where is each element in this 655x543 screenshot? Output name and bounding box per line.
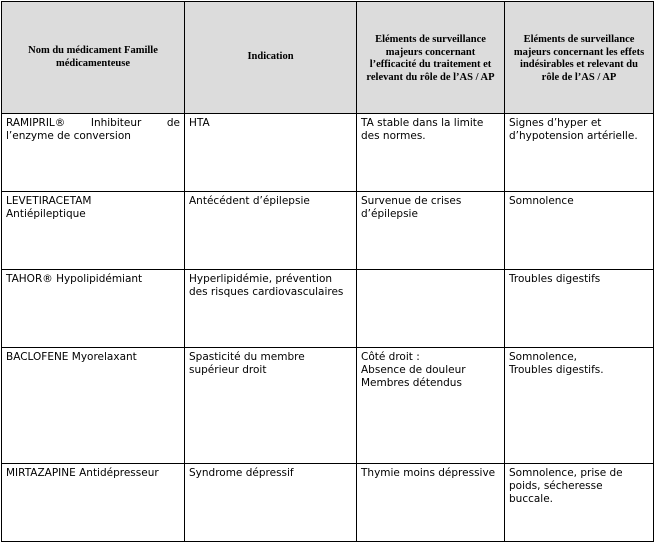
table-header-row — [2, 2, 654, 114]
header-efficacy-monitoring: Eléments de surveillance majeurs concernant l’efficacité du traitement et relevant du rôle de l’AS / AP — [357, 2, 505, 114]
medication-name-cell — [2, 348, 185, 464]
side-effects-line: Somnolence, — [509, 351, 577, 363]
side-effects-cell: Troubles digestifs — [505, 270, 654, 348]
side-effects-cell: Signes d’hyper et d’hypotension artérielle. — [505, 114, 654, 192]
side-effects-line: Troubles digestifs. — [509, 364, 604, 376]
table-row — [2, 348, 654, 464]
efficacy-cell — [357, 270, 505, 348]
efficacy-line: Côté droit : — [361, 351, 420, 363]
indication-cell: HTA — [185, 114, 357, 192]
medication-name-line: TAHOR® Hypolipidémiant — [6, 273, 143, 285]
table-row — [2, 270, 654, 348]
efficacy-cell — [357, 348, 505, 464]
medication-name-line: BACLOFENE Myorelaxant — [6, 351, 137, 363]
header-side-effects-monitoring: Eléments de surveillance majeurs concernant les effets indésirables et relevant du rôle de l’AS / AP — [505, 2, 654, 114]
indication-cell: Antécédent d’épilepsie — [185, 192, 357, 270]
indication-cell: Hyperlipidémie, prévention des risques cardiovasculaires — [185, 270, 357, 348]
table-row — [2, 464, 654, 542]
side-effects-cell — [505, 348, 654, 464]
efficacy-cell: Survenue de crises d’épilepsie — [357, 192, 505, 270]
efficacy-line: Membres détendus — [361, 377, 462, 389]
medication-name-cell — [2, 464, 185, 542]
indication-cell: Spasticité du membre supérieur droit — [185, 348, 357, 464]
table-row — [2, 192, 654, 270]
medication-name-line: RAMIPRIL® Inhibiteur de — [6, 117, 180, 129]
table-row — [2, 114, 654, 192]
efficacy-cell: Thymie moins dépressive — [357, 464, 505, 542]
medication-name-cell — [2, 114, 185, 192]
header-medication-name: Nom du médicament Famille médicamenteuse — [2, 2, 185, 114]
efficacy-line: Absence de douleur — [361, 364, 466, 376]
medication-name-cell — [2, 192, 185, 270]
side-effects-cell: Somnolence, prise de poids, sécheresse buccale. — [505, 464, 654, 542]
header-indication: Indication — [185, 2, 357, 114]
medication-name-line: LEVETIRACETAM — [6, 195, 92, 207]
medication-family-line: l’enzyme de conversion — [6, 130, 131, 142]
efficacy-cell: TA stable dans la limite des normes. — [357, 114, 505, 192]
medication-table — [1, 1, 654, 542]
medication-family-line: Antiépileptique — [6, 208, 86, 220]
medication-name-cell — [2, 270, 185, 348]
side-effects-cell: Somnolence — [505, 192, 654, 270]
indication-cell: Syndrome dépressif — [185, 464, 357, 542]
medication-name-line: MIRTAZAPINE Antidépresseur — [6, 467, 159, 479]
